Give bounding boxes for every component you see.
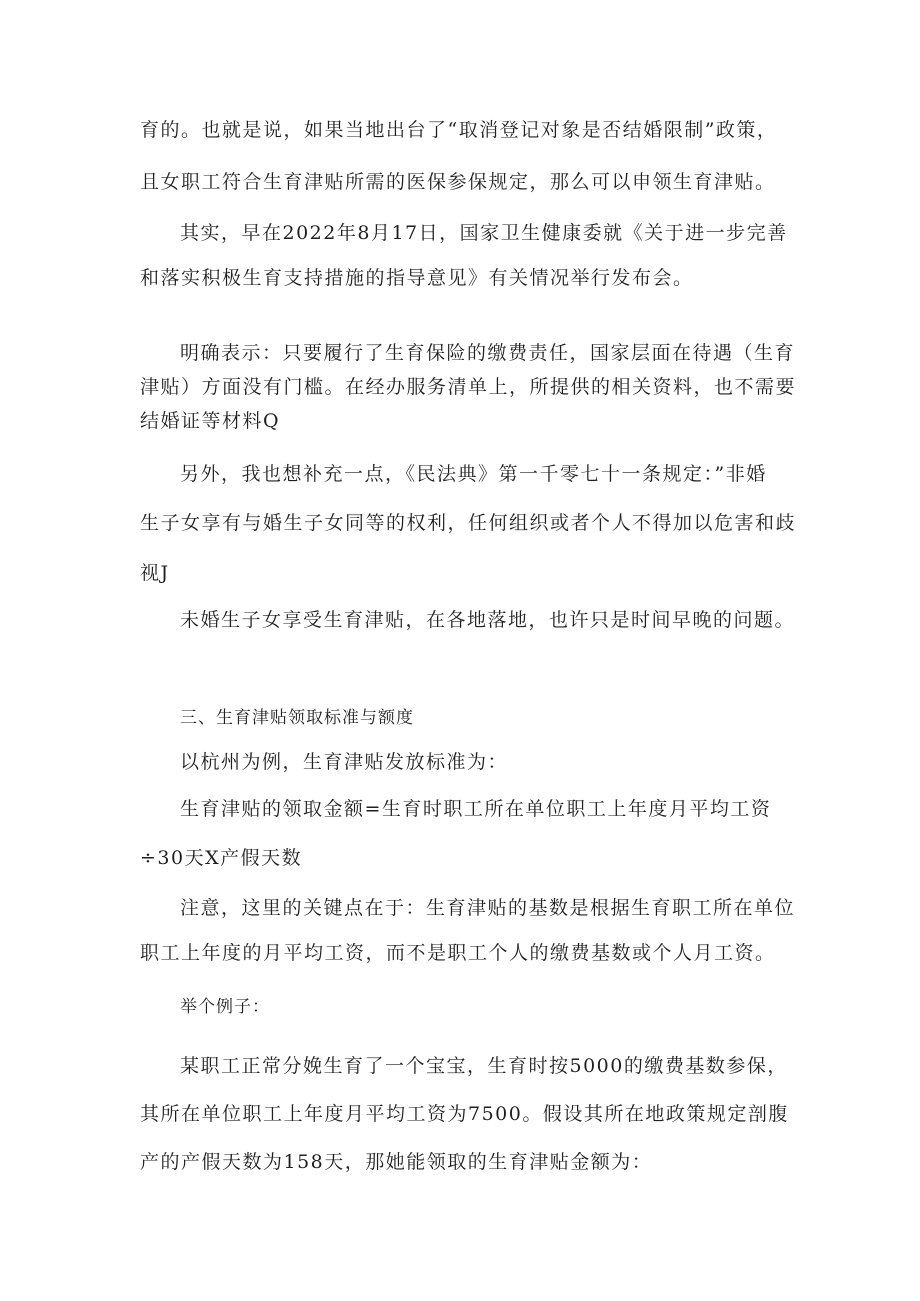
- paragraph-line: 职工上年度的月平均工资，而不是职工个人的缴费基数或个人月工资。: [140, 942, 776, 964]
- paragraph-line: 且女职工符合生育津贴所需的医保参保规定，那么可以申领生育津贴。: [140, 171, 776, 193]
- paragraph-line: 未婚生子女享受生育津贴，在各地落地，也许只是时间早晚的问题。: [180, 609, 796, 631]
- paragraph-line: 结婚证等材料Q: [140, 410, 281, 432]
- paragraph-line: 产的产假天数为158天，那她能领取的生育津贴金额为：: [140, 1151, 653, 1173]
- paragraph-line: 其所在单位职工上年度月平均工资为7500。假设其所在地政策规定剖腹: [140, 1103, 789, 1125]
- paragraph-line: 另外，我也想补充一点，《民法典》第一千零七十一条规定：”非婚: [180, 463, 767, 485]
- section-heading: 三、生育津贴领取标准与额度: [180, 708, 414, 728]
- paragraph-line: 明确表示：只要履行了生育保险的缴费责任，国家层面在待遇（生育: [180, 342, 796, 364]
- paragraph-line: 注意，这里的关键点在于：生育津贴的基数是根据生育职工所在单位: [180, 897, 796, 919]
- formula-line: ÷30天X产假天数: [140, 847, 303, 869]
- paragraph-line: 津贴）方面没有门槛。在经办服务清单上，所提供的相关资料，也不需要: [140, 376, 797, 398]
- paragraph-line: 育的。也就是说，如果当地出台了“取消登记对象是否结婚限制”政策，: [140, 119, 778, 141]
- paragraph-line: 举个例子：: [180, 997, 270, 1017]
- paragraph-line: 其实，早在2022年8月17日，国家卫生健康委就《关于进一步完善: [180, 222, 788, 244]
- paragraph-line: 生子女享有与婚生子女同等的权利，任何组织或者个人不得加以危害和歧: [140, 512, 797, 534]
- formula-line: 生育津贴的领取金额=生育时职工所在单位职工上年度月平均工资: [180, 798, 772, 820]
- paragraph-line: 视J: [140, 562, 170, 584]
- paragraph-line: 某职工正常分娩生育了一个宝宝，生育时按5000的缴费基数参保，: [180, 1055, 788, 1077]
- paragraph-line: 以杭州为例，生育津贴发放标准为：: [180, 751, 509, 773]
- paragraph-line: 和落实积极生育支持措施的指导意见》有关情况举行发布会。: [140, 267, 694, 289]
